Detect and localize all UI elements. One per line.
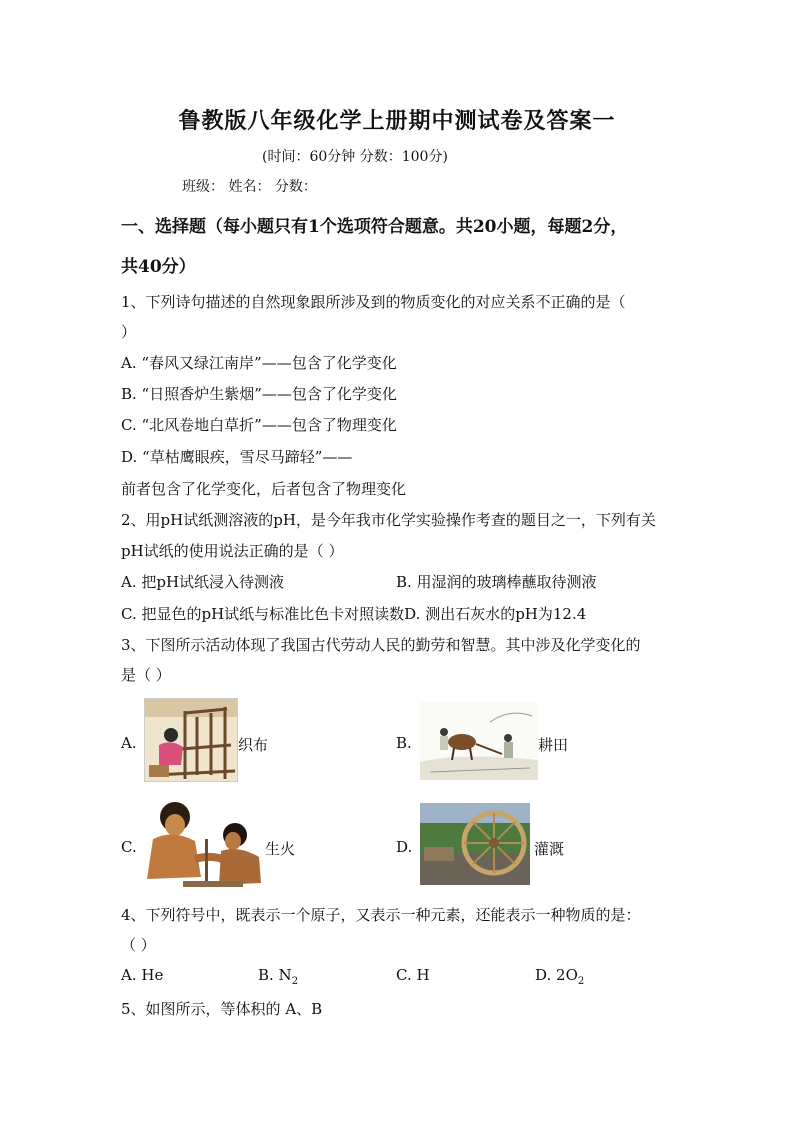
- time-score-line: (时间：60分钟 分数：100分): [262, 149, 448, 165]
- q1-option-a: A. “春风又绿江南岸”——包含了化学变化: [121, 354, 397, 372]
- page-title: 鲁教版八年级化学上册期中测试卷及答案一: [178, 108, 616, 134]
- q3-option-d-text: 灌溉: [534, 840, 565, 858]
- q3-option-b-label: B.: [396, 734, 412, 752]
- q4-stem-line1: 4、下列符号中，既表示一个原子，又表示一种元素，还能表示一种物质的是：: [121, 906, 641, 924]
- q4-option-c: C. H: [396, 966, 430, 984]
- q3-option-c-label: C.: [121, 838, 137, 856]
- q4-option-d: D. $2O_2$: [535, 966, 585, 987]
- q4-stem-line2: （ ）: [121, 936, 156, 954]
- q4-option-b: B. $N_2$: [258, 966, 299, 987]
- q1-stem-line2: ）: [121, 323, 137, 341]
- q3-option-d-label: D.: [396, 838, 413, 856]
- q3-option-b-text: 耕田: [538, 736, 569, 754]
- q2-option-a: A. 把pH试纸浸入待测液: [121, 573, 285, 591]
- q3-option-a-label: A.: [121, 734, 137, 752]
- q5-stem-line1: 5、如图所示，等体积的 A、B: [121, 1000, 323, 1018]
- making-fire-image: [143, 799, 263, 889]
- plowing-image: [420, 702, 538, 780]
- q1-option-d-continued: 前者包含了化学变化，后者包含了物理变化: [121, 480, 407, 498]
- q2-option-b: B. 用湿润的玻璃棒蘸取待测液: [396, 573, 597, 591]
- q4-option-a: A. He: [121, 966, 164, 984]
- q4-option-d-subscript: 2: [577, 976, 585, 987]
- section-heading-line2: 共40分）: [121, 257, 196, 277]
- q2-stem-line1: 2、用pH试纸测溶液的pH，是今年我市化学实验操作考查的题目之一，下列有关: [121, 511, 656, 529]
- waterwheel-image: [420, 803, 530, 885]
- q4-option-b-subscript: 2: [291, 976, 299, 987]
- student-info-line: 班级： 姓名： 分数：: [182, 179, 317, 195]
- q1-option-d: D. “草枯鹰眼疾，雪尽马蹄轻”——: [121, 448, 353, 466]
- q2-option-cd: C. 把显色的pH试纸与标准比色卡对照读数D. 测出石灰水的pH为12.4: [121, 605, 587, 623]
- q1-stem-line1: 1、下列诗句描述的自然现象跟所涉及到的物质变化的对应关系不正确的是（: [121, 293, 626, 311]
- q3-stem-line2: 是（ ）: [121, 666, 171, 684]
- loom-weaving-image: [144, 698, 238, 782]
- section-heading-line1: 一、选择题（每小题只有1个选项符合题意。共20小题，每题2分，: [121, 217, 628, 237]
- q2-stem-line2: pH试纸的使用说法正确的是（ ）: [121, 542, 344, 560]
- q3-option-a-text: 织布: [238, 736, 269, 754]
- q3-stem-line1: 3、下图所示活动体现了我国古代劳动人民的勤劳和智慧。其中涉及化学变化的: [121, 636, 641, 654]
- q3-option-c-text: 生火: [265, 840, 296, 858]
- q1-option-c: C. “北风卷地白草折”——包含了物理变化: [121, 416, 397, 434]
- q1-option-b: B. “日照香炉生紫烟”——包含了化学变化: [121, 385, 397, 403]
